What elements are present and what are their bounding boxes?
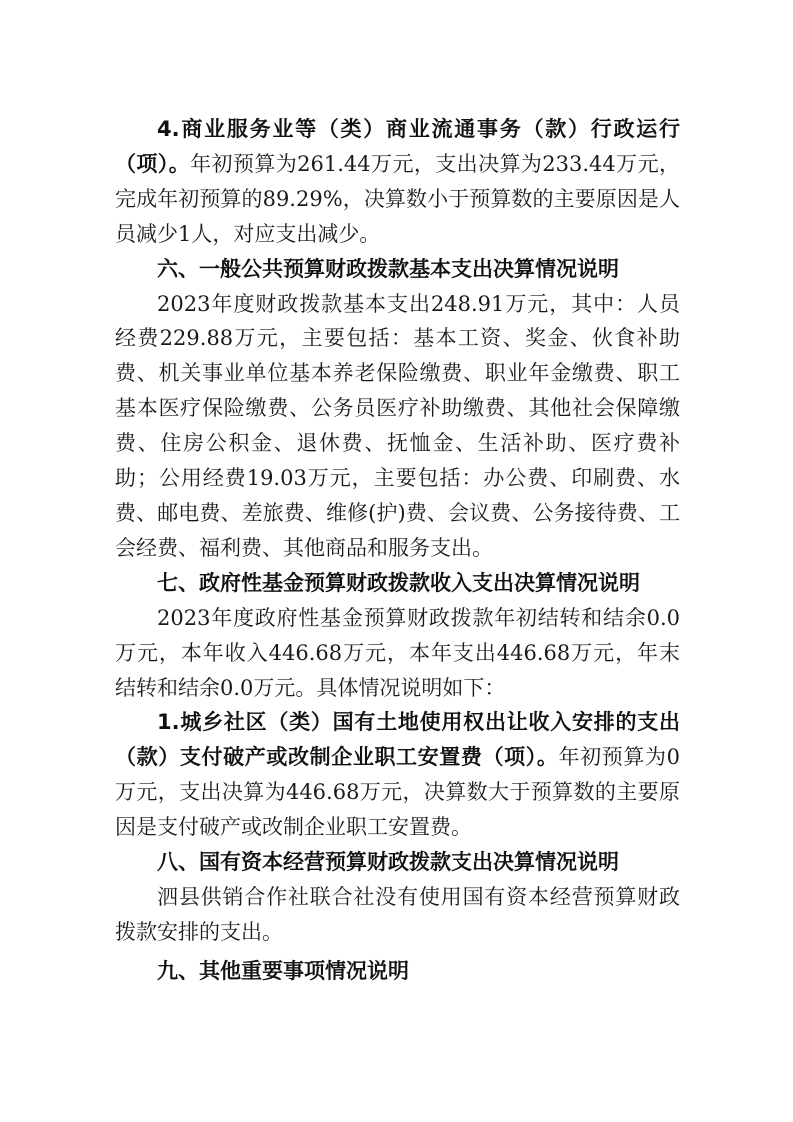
paragraph-6: 2023年度财政拨款基本支出248.91万元，其中：人员经费229.88万元，主要包括：基本工资、奖金、伙食补助费、机关事业单位基本养老保险缴费、职业年金缴费、职工基本医疗保险缴费、公务员医疗补助缴费、其他社会保障缴费、住房公积金、退休费、抚恤金、生活补助、医疗费补助；公用经费19.03万元，主要包括：办公费、印刷费、水费、邮电费、差旅费、维修(护)费、会议费、公务接待费、工会经费、福利费、其他商品和服务支出。 — [115, 291, 680, 560]
heading-6: 六、一般公共预算财政拨款基本支出决算情况说明 — [157, 256, 619, 281]
heading-7: 七、政府性基金预算财政拨款收入支出决算情况说明 — [157, 570, 640, 595]
paragraph-7: 2023年度政府性基金预算财政拨款年初结转和结余0.0万元，本年收入446.68万元，本年支出446.68万元，年末结转和结余0.0万元。具体情况说明如下： — [115, 605, 680, 700]
document-body — [115, 112, 680, 989]
heading-8: 八、国有资本经营预算财政拨款支出决算情况说明 — [157, 850, 619, 875]
item-7-1-text: 年初预算为0万元，支出决算为446.68万元，决算数大于预算数的主要原因是支付破产或改制企业职工安置费。 — [115, 745, 680, 840]
item-7-1-title: 1.城乡社区（类）国有土地使用权出让收入安排的支出（款）支付破产或改制企业职工安置费（项）。 — [115, 710, 680, 770]
heading-9: 九、其他重要事项情况说明 — [157, 958, 409, 983]
section-4-title: 4.商业服务业等（类）商业流通事务（款）行政运行（项）。 — [115, 117, 680, 176]
section-4-text: 年初预算为261.44万元，支出决算为233.44万元，完成年初预算的89.29%，决算数小于预算数的主要原因是人员减少1人，对应支出减少。 — [115, 151, 680, 246]
paragraph-8: 泗县供销合作社联合社没有使用国有资本经营预算财政拨款安排的支出。 — [115, 884, 680, 944]
section-4-paragraph — [115, 112, 680, 252]
item-7-1-paragraph — [115, 705, 680, 845]
